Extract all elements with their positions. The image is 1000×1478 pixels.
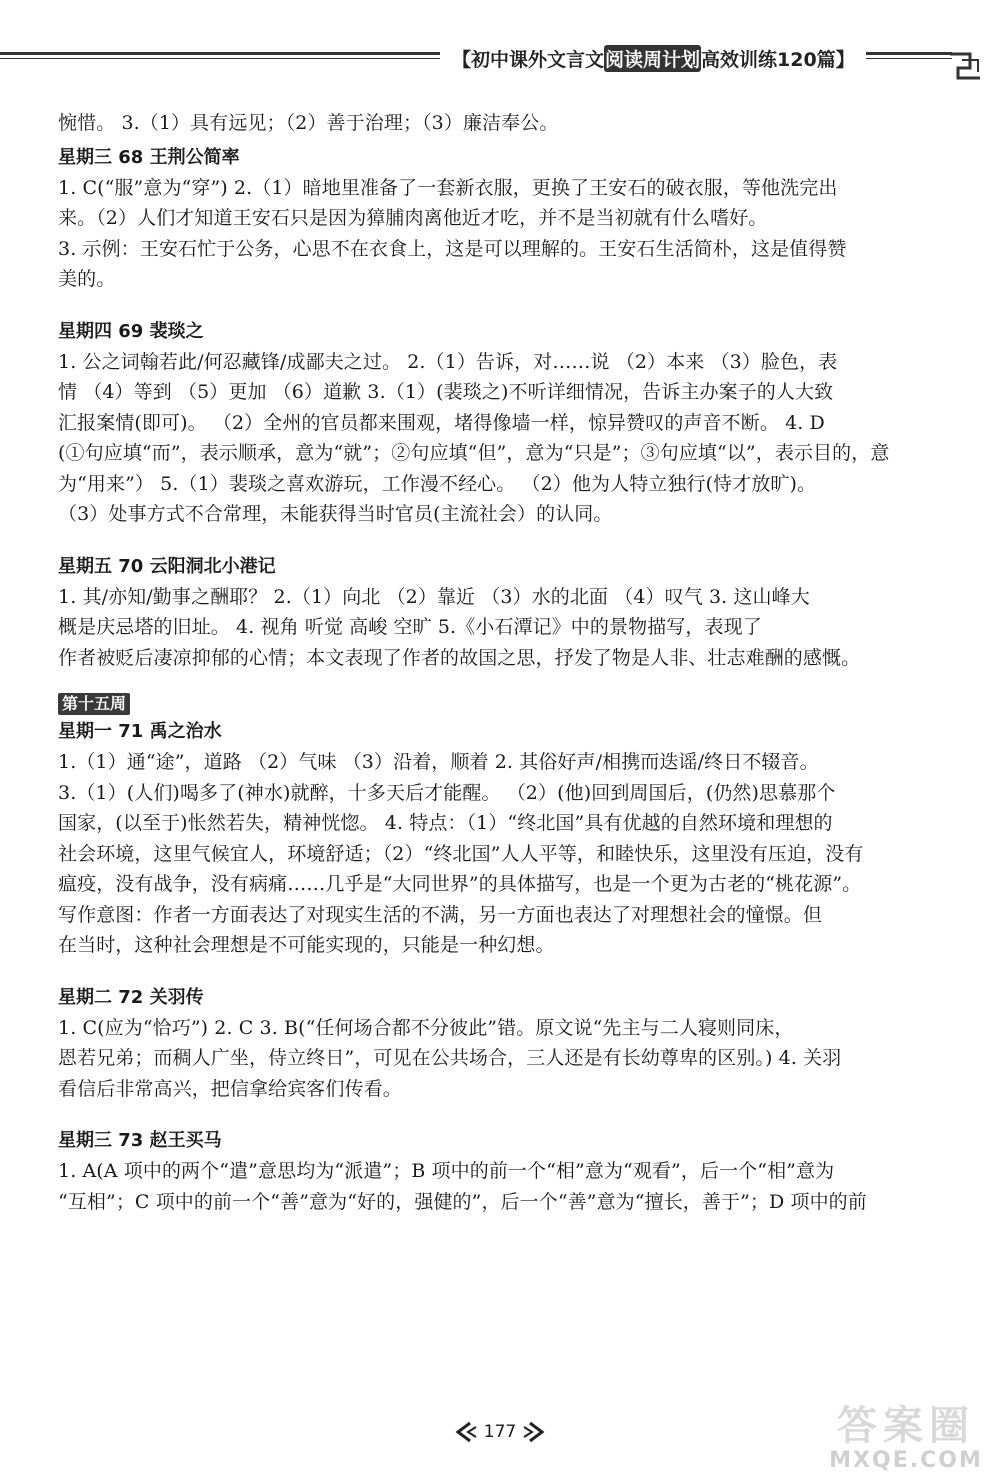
header-rule xyxy=(866,52,952,55)
watermark-url: MXQE.COM xyxy=(829,1448,983,1473)
answer-line: 写作意图：作者一方面表达了对现实生活的不满，另一方面也表达了对理想社会的憧憬。但 xyxy=(58,903,823,926)
answer-line: “互相”；C 项中的前一个“善”意为“好的，强健的”，后一个“善”意为“擅长，善于”；D 项中的前 xyxy=(58,1190,867,1213)
book-title-prefix: 【初中课外文言文 xyxy=(452,48,605,71)
answer-line: 恩若兄弟；而稠人广坐，侍立终日”，可见在公共场合，三人还是有长幼尊卑的区别。) 4. 关羽 xyxy=(58,1047,842,1069)
header-rule xyxy=(0,58,440,59)
watermark-logo: 答案圈 xyxy=(837,1402,975,1449)
corner-ornament-icon xyxy=(948,46,984,86)
answer-line: （3）处事方式不合常理，未能获得当时官员(主流社会）的认同。 xyxy=(58,503,613,525)
answer-line: 1. 其/亦知/勤事之酬耶？ 2.（1）向北 （2）靠近 （3）水的北面 （4）叹气 3. 这山峰大 xyxy=(58,585,810,608)
answer-content xyxy=(58,108,938,1217)
chevron-left-icon xyxy=(454,1421,478,1443)
answer-line: 国家，(以至于)怅然若失，精神恍惚。 4. 特点：（1）“终北国”具有优越的自然环境和理想的 xyxy=(58,812,833,834)
answer-line: 来。（2）人们才知道王安石只是因为獐脯肉离他近才吃，并不是当初就有什么嗜好。 xyxy=(58,207,768,229)
answer-line: 美的。 xyxy=(58,268,116,290)
answer-line: 汇报案情(即可)。 （2）全州的官员都来围观，堵得像墙一样，惊异赞叹的声音不断。 4. D xyxy=(58,411,825,434)
week-badge: 第十五周 xyxy=(58,693,130,715)
chevron-right-icon xyxy=(522,1421,546,1443)
header-rule xyxy=(866,58,952,59)
answer-line: 1.（1）通“途”，道路 （2）气味 （3）沿着，顺着 2. 其俗好声/相携而迭谣/终日不辍音。 xyxy=(58,751,819,773)
book-title-highlight: 阅读周计划 xyxy=(604,45,701,72)
answer-line: 概是庆忌塔的旧址。 4. 视角 听觉 高峻 空旷 5.《小石潭记》中的景物描写，表现了 xyxy=(58,616,762,638)
section-title: 星期三 68 王荆公简率 xyxy=(58,146,240,168)
answer-line: 为“用来”） 5.（1）裴琰之喜欢游玩，工作漫不经心。 （2）他为人特立独行(恃才放旷)。 xyxy=(58,472,817,495)
answer-line: 看信后非常高兴，把信拿给宾客们传看。 xyxy=(58,1077,402,1100)
section-title: 星期四 69 裴琰之 xyxy=(58,320,204,342)
answer-line: 1. A(A 项中的两个“遣”意思均为“派遣”；B 项中的前一个“相”意为“观看”，后一个“相”意为 xyxy=(58,1160,835,1182)
header-rule xyxy=(0,52,440,55)
answer-line: 1. C(“服”意为“穿”) 2.（1）暗地里准备了一套新衣服，更换了王安石的破衣服，等他洗完出 xyxy=(58,176,838,199)
section-title: 星期二 72 关羽传 xyxy=(58,986,204,1008)
book-title-suffix: 高效训练120篇】 xyxy=(701,48,855,71)
answer-line: 3. 示例：王安石忙于公务，心思不在衣食上，这是可以理解的。王安石生活简朴，这是值得赞 xyxy=(58,237,847,260)
section-title: 星期五 70 云阳洞北小港记 xyxy=(58,555,276,577)
page-header xyxy=(0,0,1000,110)
answer-line: 惋惜。 3.（1）具有远见；（2）善于治理；（3）廉洁奉公。 xyxy=(58,112,559,134)
answer-line: 1. C(应为“恰巧”) 2. C 3. B(“任何场合都不分彼此”错。原文说“先主与二人寝则同床， xyxy=(58,1016,794,1039)
answer-line: (①句应填“而”，表示顺承，意为“就”；②句应填“但”，意为“只是”；③句应填“以”，表示目的，意 xyxy=(58,442,890,464)
answer-line: 社会环境，这里气候宜人，环境舒适；（2）“终北国”人人平等，和睦快乐，这里没有压迫，没有 xyxy=(58,842,864,865)
answer-line: 瘟疫，没有战争，没有病痛……几乎是“大同世界”的具体描写，也是一个更为古老的“桃花源”。 xyxy=(58,873,862,895)
page-number: 177 xyxy=(483,1422,517,1442)
answer-line: 情 （4）等到 （5）更加 （6）道歉 3.（1）(裴琰之)不听详细情况，告诉主办案子的人大致 xyxy=(58,381,834,403)
watermark xyxy=(818,1398,994,1476)
answer-line: 1. 公之词翰若此/何忍藏锋/成鄙夫之过。 2.（1）告诉，对……说 （2）本来 （3）脸色，表 xyxy=(58,350,838,373)
section-title: 星期三 73 赵王买马 xyxy=(58,1130,222,1151)
book-title xyxy=(446,42,861,74)
section-title: 星期一 71 禹之治水 xyxy=(58,721,222,742)
answer-line: 在当时，这种社会理想是不可能实现的，只能是一种幻想。 xyxy=(58,934,555,956)
answer-line: 3.（1）(人们)喝多了(神水)就醉，十多天后才能醒。 （2）(他)回到周国后，(仍然)思慕那个 xyxy=(58,781,836,804)
answer-line: 作者被贬后凄凉抑郁的心情；本文表现了作者的故国之思，抒发了物是人非、壮志难酬的感慨。 xyxy=(58,646,861,669)
